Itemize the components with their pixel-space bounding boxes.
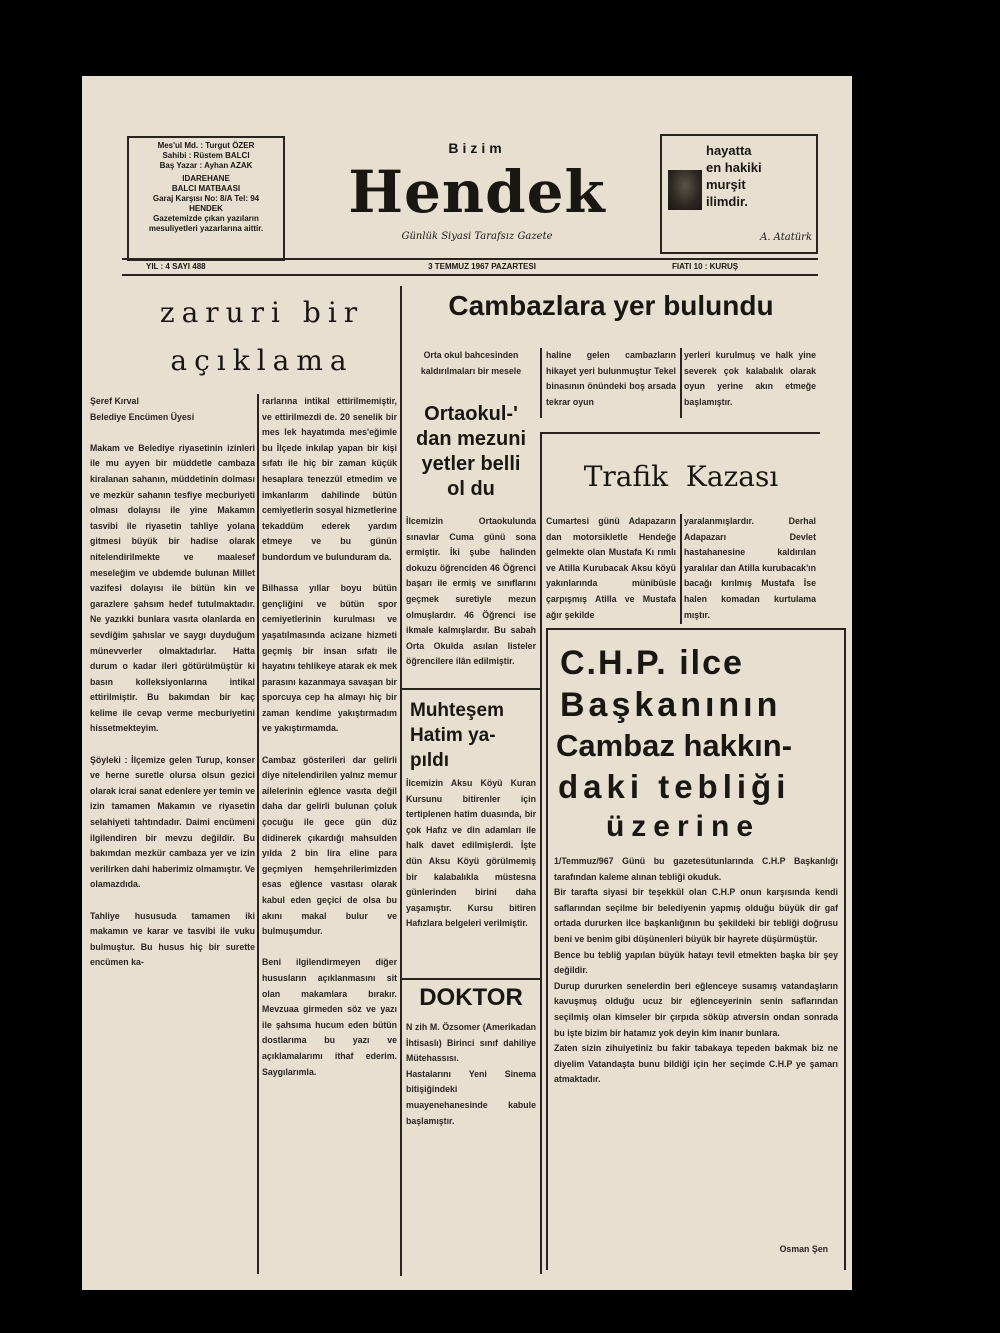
cambaz-column-2: haline gelen cambazların hikayet yeri bulunmuştur Tekel binasının önündeki boş arsada tekrar oyun — [546, 350, 676, 407]
cambaz-bottom-rule — [540, 432, 820, 434]
main-column-divider — [400, 286, 402, 1276]
zaruri-column-divider — [257, 394, 259, 1274]
zaruri-headline-1: zaruri bir — [159, 296, 365, 329]
center-column-divider — [540, 434, 542, 1274]
doktor-body: N zih M. Özsomer (Amerikadan İhtisaslı) Birinci sınıf dahiliye Mütehassısı. Hastalarını Yeni Sinema bitişiğindeki muayenehanesinde kabule başlamıştır. — [406, 1022, 536, 1126]
issue-number: YIL : 4 SAYI 488 — [146, 262, 206, 271]
ortaokul-body: İlcemizin Ortaokulunda sınavlar Cuma günü sona ermiştir. İki şube halinden dokuzu öğrenciden 46 Öğrenci başarı ile ermiş ve sınıflarını geçmek suretiyle mezun olmuşlardır. 46 Öğrenci ise ikmale kalmışlardır. Bu sabah Orta Okulda asılan listeler öğrencilere ilân edilmiştir. — [406, 516, 536, 667]
muhtesem-headline: Muhteşem Hatim ya- pıldı — [410, 700, 504, 771]
trafik-column-2: yaralanmışlardır. Derhal Adapazarı Devlet hastahanesine kaldırılan yaralılar dan Atilla kurubacak'ın bacağı kırılmış Mustafa İse halen komadan kurtulama mıştır. — [684, 516, 816, 620]
issue-date: 3 TEMMUZ 1967 PAZARTESI — [428, 262, 536, 271]
trafik-headline: Trafik Kazası — [583, 460, 779, 493]
trafik-column-1: Cumartesi günü Adapazarın dan motorsikletle Hendeğe gelmekte olan Mustafa Kı rımlı ve Atilla Kurubacak Aksu köyü yakınlarında münibüsle çarpışmış Atilla ve Mustafa ağır şekilde — [546, 516, 676, 620]
cambaz-column-1: Orta okul bahcesinden kaldırılmaları bir mesele — [420, 350, 522, 376]
staff-line: Baş Yazar : Ayhan AZAK — [159, 161, 253, 170]
muhtesem-body: İlcemizin Aksu Köyü Kuran Kursunu bitirenler için tertiplenen hatim duasında, bir çok Hafız ve din adamları ile halk davet edilmişlerdi. İşte dün Aksu Köyü görülmemiş bir kalabalıkla müstesna günlerinden birini daha yaşamıştır. Kursu bitiren Hafızlara belgeleri verilmiştir. — [406, 778, 536, 929]
cambaz-column-3: yerleri kurulmuş ve halk yine severek çok kalabalık olarak oyun yerine akın etmeğe başlamıştır. — [684, 350, 816, 407]
newspaper-page — [82, 76, 852, 1290]
cambaz-divider-2 — [680, 348, 682, 418]
newspaper-subtitle: Günlük Siyasi Tarafsız Gazete — [401, 231, 553, 242]
doktor-headline: DOKTOR — [419, 984, 523, 1011]
cambaz-divider-1 — [540, 348, 542, 418]
staff-line: HENDEK — [189, 204, 223, 213]
trafik-divider — [680, 514, 682, 624]
quote-text: hayatta en hakiki murşit ilimdir. — [706, 143, 762, 209]
chp-headline-3: Cambaz hakkın- — [556, 728, 793, 763]
chp-signature: Osman Şen — [779, 1244, 828, 1254]
ortaokul-bottom-rule — [402, 688, 540, 690]
chp-body: 1/Temmuz/967 Günü bu gazetesütunlarında C.H.P Başkanlığı tarafından kaleme alınan tebliği okuduk. Bir tarafta siyasi bir teşekkül olan C.H.P onun karşısında kendi saflarından seçilme bir belediyenin yapmış olduğu büyük dir gaf ortada dururken ilce başkanlığının bu şekildeki bir tebliği doğrusu beni ve benim gibi düşünenleri büyük bir hayrete düşürmüştür. Bence bu tebliğ yapılan büyük hatayı tevil etmekten başka bir şey değildir. Durup dururken senelerdin beri eğlenceye susamış vatandaşların kavuşmuş olduğu ucuz bir eğlenceyerinin senin saflarından seçilmiş olan kimseler bir çırpıda söküp atıversin ondan sonrada bu işte bizim bir hatamız yok deyin kim inanır bunlara. Zaten sizin zihuiyetiniz bu fakir tabakaya tepeden bakmak biz ne diyelim Vatandaşta bunu bildiği için her seçimde C.H.P ye şamarı atmaktadır. — [554, 856, 838, 1085]
newspaper-title: Hendek — [348, 158, 606, 226]
chp-headline-2: Başkanının — [560, 686, 782, 724]
issue-top-rule — [122, 258, 818, 260]
staff-line: Sahibi : Rüstem BALCI — [162, 151, 250, 160]
ortaokul-headline: Ortaokul-' dan mezuni yetler belli ol du — [415, 403, 526, 500]
staff-box — [127, 136, 285, 261]
chp-article-box — [546, 628, 846, 1270]
staff-line: BALCI MATBAASI — [171, 184, 241, 193]
chp-headline-5: üzerine — [605, 810, 761, 843]
muhtesem-bottom-rule — [402, 978, 540, 980]
cambaz-headline: Cambazlara yer bulundu — [448, 290, 774, 321]
ataturk-portrait — [668, 170, 702, 210]
issue-bottom-rule — [122, 274, 818, 276]
staff-line: Gazetemizde çıkan yazıların — [153, 214, 259, 223]
quote-signature: A. Atatürk — [760, 232, 812, 243]
staff-line: Garaj Karşısı No: 8/A Tel: 94 — [152, 194, 260, 203]
staff-line: Mes'ul Md. : Turgut ÖZER — [157, 141, 255, 150]
staff-line: IDAREHANE — [182, 174, 230, 183]
zaruri-column-2: rarlarına intikal ettirilmemiştir, ve ettirilmezdi de. 20 senelik bir mes lek hayatımda mes'eğimle bu İlçede inkılap yapan bir kişi sıfatı ile hiç bir zaman küçük hesaplara tenezzül etmedim ve imkanlarım dahilinde bütün cemiyetlerin sosyal hizmetlerine tekaddüm ederek yardım etmeye ve bu günün bundordum ve bulunduram da. Bilhassa yıllar boyu bütün gençliğini ve bütün spor cemiyetlerinin kurulması ve yaşatılmasında acizane hizmeti geçmiş bir insan sıfatı ile hayatını tehlikeye atarak ek mek parasını kazanmaya savaşan bir sporcuya cep ha almayı hiç bir zaman kendime yakıştırmadım ve yakıştırmamda. Cambaz gösterileri dar gelirli diye nitelendirilen yalnız memur ailelerinin eğlence vasıta değil daha dar gelirli bulunan çoluk çocuğu ile gece gün düz didinerek çıkardığı mahsulden yılda 2 bin lira eline para geçmiyen hemşehrilerimizden esas eğlence vasıtası olarak kabul eden geçici de olsa bu akını makal bulur ve bulmuşumdur. Beni ilgilendirmeyen diğer hususların açıklanmasını sit olan makamlara bırakır. Mevzuaa girmeden söz ve yazı ile şahsıma hucum eden bütün dostlarıma bu yazı ve açıklamalarımı ithaf ederim. Saygılarımla. — [262, 396, 397, 1077]
zaruri-headline-2: açıklama — [170, 344, 354, 377]
chp-headline-1: C.H.P. ilce — [560, 644, 744, 682]
ataturk-quote-box — [660, 134, 818, 254]
staff-line: mesuliyetleri yazarlarına aittir. — [148, 224, 264, 233]
issue-price: FIATI 10 : KURUŞ — [672, 262, 739, 271]
chp-headline-4: daki tebliği — [558, 768, 791, 805]
pre-title: Bizim — [448, 140, 506, 156]
zaruri-column-1: Şeref Kırval Belediye Encümen Üyesi Makam ve Belediye riyasetinin izinleri ile mu ayyen bir müddetle cambaza kiralanan sahanın, müddetinin dolması ve mezkür sahanın tesfiye mecburiyeti olması dolayısı ile yine Makamın tasvibi ile riyasetin tahliye yolana gitmesi büyük bir hadise olarak nitelendirilmekte ve maalesef meseleğim ve ubdemde bulunan Millet vazifesi dolayısı ile bütün kin ve garazlere şahsım hedef tutulmaktadır. Ne yazıkki bunlara vasıta olanlarda en sevdiğim şahıslar ve saygı duyduğum münevverler olmaktadırlar. Hatta durum o kadar ileri götürülmüştür ki basın kolleksiyonlarına intikal ettirilmiştir. Bu bakımdan bir kaç kelime ile cevap verme mecburiyetini hissetmekteyim. Şöyleki : İlçemize gelen Turup, konser ve herne suretle olursa olsun gezici olarak icrai sanat edenlere yer temin ve izin tamamen Makamın ve riyasetin selahiyeti tahtındadır. Daimi encümeni ilgilendiren bir mevzu değildir. Bu bakımdan mezkür cambaza yer ve izin verilirken dahi haberimiz olmamıştır. Ve olamazdıda. Tahliye hususuda tamamen iki makamın ve karar ve tasvibi ile vuku bulmuştur. Bu husus hiç bir surette encümen ka- — [90, 396, 255, 968]
